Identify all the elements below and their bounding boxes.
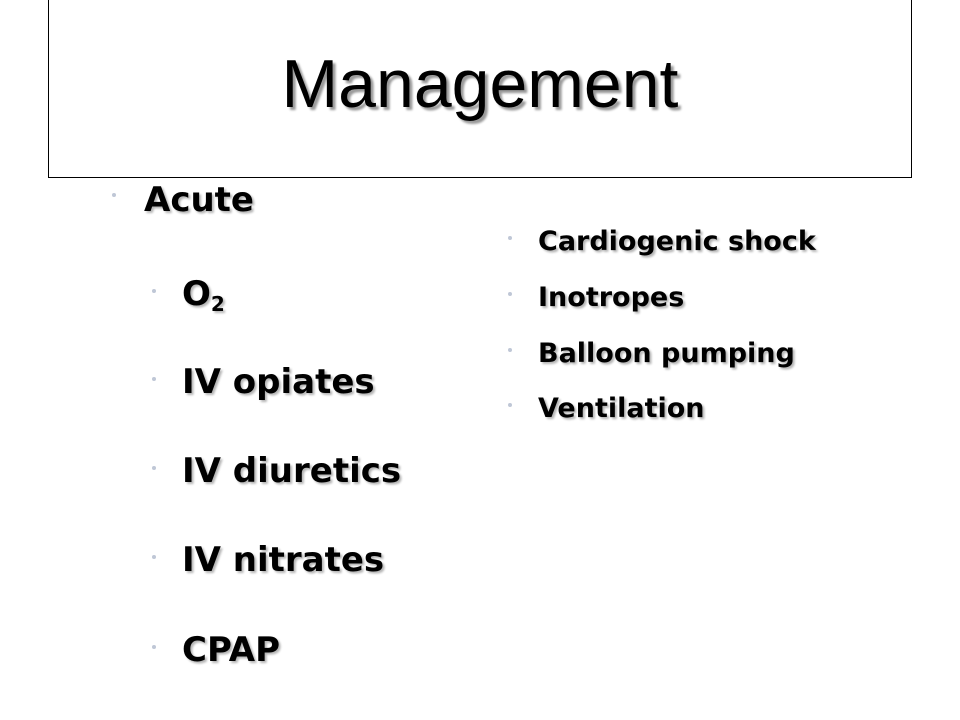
list-heading-acute: Acute [144, 180, 254, 220]
list-item-cpap [152, 630, 280, 670]
list-item-label [182, 274, 225, 314]
list-heading-cardiogenic-shock: Cardiogenic shock [538, 226, 816, 257]
bullet-dot-icon [508, 292, 512, 296]
list-item-label: Balloon pumping [538, 338, 795, 369]
list-item-acute [112, 180, 254, 220]
list-item-iv-nitrates [152, 540, 384, 580]
bullet-dot-icon [508, 403, 512, 407]
bullet-dot-icon [152, 377, 156, 381]
list-item-label: IV diuretics [182, 451, 402, 491]
bullet-dot-icon [152, 289, 156, 293]
bullet-dot-icon [152, 466, 156, 470]
list-item-o2 [152, 274, 225, 314]
bullet-dot-icon [112, 193, 116, 197]
bullet-dot-icon [152, 555, 156, 559]
list-item-label: IV nitrates [182, 540, 385, 580]
list-item-label: IV opiates [182, 362, 375, 402]
list-item-label: CPAP [182, 630, 280, 670]
slide-title: Management [281, 45, 679, 122]
o2-subscript: 2 [210, 292, 225, 316]
list-item-ventilation [508, 393, 705, 424]
list-item-iv-opiates [152, 362, 375, 402]
list-item-label: Ventilation [538, 393, 705, 424]
list-item-inotropes [508, 282, 684, 313]
list-item-balloon-pumping [508, 338, 795, 369]
list-item-label: Inotropes [538, 282, 685, 313]
list-item-iv-diuretics [152, 451, 401, 491]
o2-main: O [182, 274, 211, 314]
bullet-dot-icon [508, 348, 512, 352]
bullet-dot-icon [508, 236, 512, 240]
list-item-cardiogenic-shock [508, 226, 816, 257]
title-box [48, 0, 912, 178]
bullet-dot-icon [152, 645, 156, 649]
